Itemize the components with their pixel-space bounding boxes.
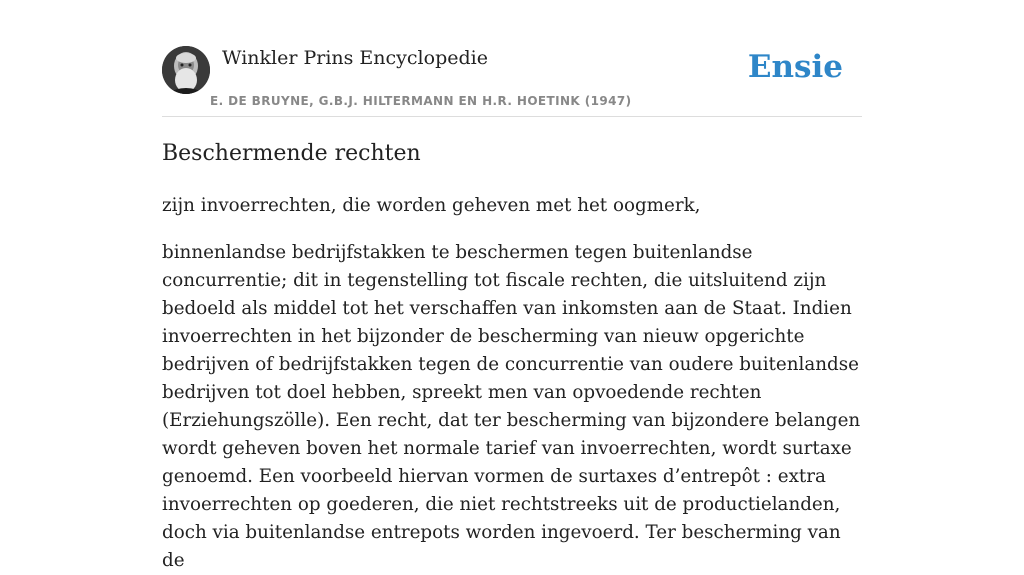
author-avatar[interactable] (162, 46, 210, 94)
ensie-logo[interactable]: Ensie (747, 49, 843, 85)
article (162, 136, 862, 575)
source-name[interactable]: Winkler Prins Encyclopedie (222, 47, 488, 69)
article-body: binnenlandse bedrijfstakken te beschermen tegen buitenlandse concurrentie; dit in tegenstelling tot fiscale rechten, die uitsluitend zijn bedoeld als middel tot het verschaffen van inkomsten aan de Staat. Indien invoerrechten in het bijzonder de bescherming van nieuw opgerichte bedrijven of bedrijfstakken tegen de concurrentie van oudere buitenlandse bedrijven tot doel hebben, spreekt men van opvoedende rechten (Erziehungszölle). Een recht, dat ter bescherming van bijzondere belangen wordt geheven boven het normale tarief van invoerrechten, wordt surtaxe genoemd. Een voorbeeld hiervan vormen de surtaxes d’entrepôt : extra invoerrechten op goederen, die niet rechtstreeks uit de productielanden, doch via buitenlandse entrepots worden ingevoerd. Ter bescherming van de (162, 242, 861, 571)
portrait-icon (162, 46, 210, 94)
source-authors: E. DE BRUYNE, G.B.J. HILTERMANN EN H.R. HOETINK (1947) (210, 94, 632, 108)
article-intro: zijn invoerrechten, die worden geheven met het oogmerk, (162, 195, 701, 216)
source-header (162, 46, 862, 117)
article-title: Beschermende rechten (162, 141, 421, 166)
